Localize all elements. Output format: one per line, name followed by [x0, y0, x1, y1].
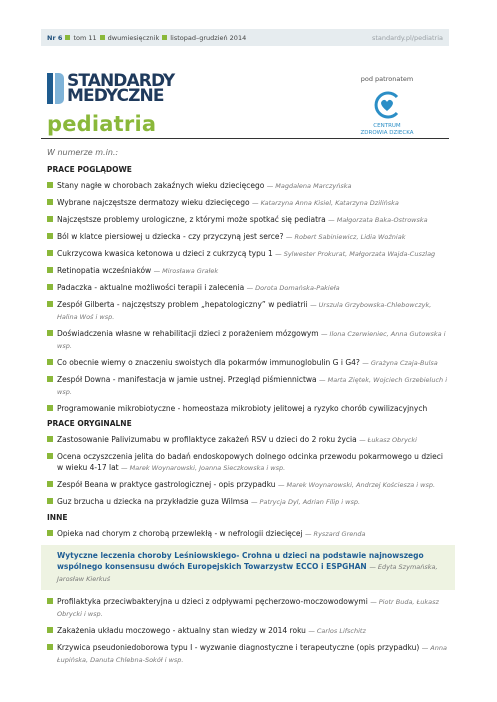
- article-authors: — Łukasz Obrycki: [359, 436, 417, 444]
- list-item[interactable]: [47, 180, 449, 192]
- article-authors: — Ilona Czerwieniec, Anna Gutowska i wsp.: [57, 330, 446, 350]
- journal-logo: [47, 70, 175, 106]
- article-title: Zespół Downa - manifestacja w jamie ustnej. Przegląd piśmiennictwa: [57, 375, 317, 384]
- square-bullet-icon: [47, 436, 53, 442]
- patron-org-line-1: CENTRUM: [373, 123, 401, 129]
- article-title: Zespół Beana w praktyce gastrologicznej - opis przypadku: [57, 480, 276, 489]
- article-authors: — Robert Sabiniewicz, Lidia Woźniak: [285, 233, 406, 241]
- logo-text: [67, 70, 175, 106]
- square-bullet-icon: [47, 498, 53, 504]
- article-title: Opieka nad chorym z chorobą przewlekłą - w nefrologii dziecięcej: [57, 529, 303, 538]
- square-bullet-icon: [47, 267, 53, 273]
- article-authors: — Marta Ziętek, Wojciech Grzebieluch i wsp.: [57, 376, 448, 396]
- featured-article[interactable]: [41, 545, 455, 590]
- square-bullet-icon: [65, 35, 70, 40]
- square-bullet-icon: [47, 530, 53, 536]
- issue-info-bar: [41, 29, 449, 46]
- square-bullet-icon: [47, 627, 53, 633]
- article-title: Retinopatia wcześniaków: [57, 266, 152, 275]
- square-bullet-icon: [47, 199, 53, 205]
- article-authors: — Ryszard Grenda: [304, 530, 366, 538]
- article-authors: — Carlos Lifschitz: [308, 627, 366, 635]
- issue-date: listopad–grudzień 2014: [170, 33, 247, 42]
- list-item[interactable]: [47, 197, 449, 209]
- article-title: Ból w klatce piersiowej u dziecka - czy przyczyną jest serce?: [57, 232, 284, 241]
- patronage-label: pod patronatem: [360, 75, 414, 83]
- article-authors: — Piotr Buda, Łukasz Obrycki i wsp.: [57, 598, 439, 618]
- list-item[interactable]: [47, 479, 449, 491]
- section-title-original: PRACE ORYGINALNE: [47, 419, 132, 428]
- article-title: Padaczka - aktualne możliwości terapii i zalecenia: [57, 283, 245, 292]
- article-authors: — Anna Łupińska, Danuta Chlebna-Sokół i wsp.: [57, 644, 447, 664]
- article-title: Co obecnie wiemy o znaczeniu swoistych dla pokarmów immunoglobulin G i G4?: [57, 358, 360, 367]
- article-authors: — Mirosława Grałek: [153, 267, 219, 275]
- table-of-contents: [47, 148, 449, 671]
- list-item[interactable]: [47, 528, 449, 540]
- heart-logo-icon: [371, 89, 403, 121]
- article-title: Cukrzycowa kwasica ketonowa u dzieci z cukrzycą typu 1: [57, 249, 273, 258]
- article-authors: — Małgorzata Baka-Ostrowska: [328, 216, 428, 224]
- list-item[interactable]: [47, 374, 449, 398]
- logo-mark-icon: [47, 73, 64, 104]
- list-item[interactable]: [47, 248, 449, 260]
- list-item[interactable]: [47, 282, 449, 294]
- article-title: Zastosowanie Palivizumabu w profilaktyce zakażeń RSV u dzieci do 2 roku życia: [57, 435, 357, 444]
- header-divider: [41, 138, 449, 139]
- square-bullet-icon: [47, 182, 53, 188]
- article-authors: — Sylwester Prokurat, Małgorzata Wajda-Cuszlag: [275, 250, 436, 258]
- list-item[interactable]: [47, 214, 449, 226]
- article-title: Zakażenia układu moczowego - aktualny stan wiedzy w 2014 roku: [57, 626, 306, 635]
- article-title: Wybrane najczęstsze dermatozy wieku dziecięcego: [57, 198, 250, 207]
- square-bullet-icon: [47, 405, 53, 411]
- article-authors: — Marek Woynarowski, Joanna Sieczkowska i wsp.: [121, 464, 286, 472]
- article-title: Zespół Gilberta - najczęstszy problem „hepatologiczny” w pediatrii: [57, 300, 308, 309]
- square-bullet-icon: [47, 376, 53, 382]
- list-item[interactable]: [47, 625, 449, 637]
- journal-name: pediatria: [47, 112, 157, 136]
- issue-number: Nr 6: [47, 33, 63, 42]
- article-title: Najczęstsze problemy urologiczne, z którymi może spotkać się pediatra: [57, 215, 326, 224]
- featured-article-authors: — Edyta Szymańska, Jarosław Kierkuś: [57, 563, 438, 583]
- square-bullet-icon: [47, 216, 53, 222]
- list-item[interactable]: [47, 434, 449, 446]
- toc-intro: W numerze m.in.:: [47, 148, 119, 157]
- square-bullet-icon: [47, 598, 53, 604]
- article-authors: — Grażyna Czaja-Bulsa: [362, 359, 438, 367]
- article-title: Stany nagłe w chorobach zakaźnych wieku dziecięcego: [57, 181, 265, 190]
- issue-volume: tom 11: [73, 33, 97, 42]
- featured-article-title: Wytyczne leczenia choroby Leśniowskiego- Crohna u dzieci na podstawie najnowszego wspólnego konsensusu dwóch Europejskich Towarzystw ECCO i ESPGHAN: [57, 551, 424, 571]
- list-item[interactable]: [47, 299, 449, 323]
- article-title: Profilaktyka przeciwbakteryjna u dzieci z odpływami pęcherzowo-moczowodowymi: [57, 597, 368, 606]
- article-title: Ocena oczyszczenia jelita do badań endoskopowych dolnego odcinka przewodu pokarmowego u dzieci w wieku 4-17 lat: [57, 452, 443, 472]
- issue-details: [47, 34, 246, 42]
- article-authors: — Dorota Domańska-Pakieła: [246, 284, 340, 292]
- patronage-block: [356, 75, 418, 137]
- square-bullet-icon: [47, 453, 53, 459]
- list-item[interactable]: [47, 328, 449, 352]
- article-authors: — Marek Woynarowski, Andrzej Kościesza i wsp.: [277, 481, 436, 489]
- article-authors: — Patrycja Dyl, Adrian Filip i wsp.: [250, 498, 361, 506]
- list-item[interactable]: [47, 496, 449, 508]
- article-authors: — Katarzyna Anna Kisiel, Katarzyna Dzilińska: [252, 199, 399, 207]
- article-authors: — Magdalena Marczyńska: [266, 182, 352, 190]
- logo-line-1: STANDARDY: [67, 70, 175, 91]
- section-title-other: INNE: [47, 513, 68, 522]
- list-item[interactable]: [47, 403, 449, 414]
- patron-org-line-2: ZDROWIA DZIECKA: [360, 130, 414, 136]
- issue-frequency: dwumiesięcznik: [107, 33, 160, 42]
- list-item[interactable]: [47, 231, 449, 243]
- article-authors: — Urszula Grzybowska-Chlebowczyk, Halina Woś i wsp.: [57, 301, 432, 321]
- article-title: Programowanie mikrobiotyczne - homeostaza mikrobioty jelitowej a ryzyko chorób cywilizacyjnych: [57, 404, 428, 413]
- article-title: Doświadczenia własne w rehabilitacji dzieci z porażeniem mózgowym: [57, 329, 319, 338]
- logo-line-2: MEDYCZNE: [67, 85, 164, 106]
- square-bullet-icon: [47, 359, 53, 365]
- article-title: Guz brzucha u dziecka na przykładzie guza Wilmsa: [57, 497, 249, 506]
- square-bullet-icon: [47, 250, 53, 256]
- list-item[interactable]: [47, 357, 449, 369]
- square-bullet-icon: [47, 644, 53, 650]
- square-bullet-icon: [47, 284, 53, 290]
- website-link[interactable]: standardy.pl/pediatria: [372, 33, 443, 42]
- list-item[interactable]: [47, 451, 449, 474]
- square-bullet-icon: [47, 330, 53, 336]
- square-bullet-icon: [47, 301, 53, 307]
- square-bullet-icon: [47, 233, 53, 239]
- square-bullet-icon: [162, 35, 167, 40]
- article-title: Krzywica pseudoniedoborowa typu I - wyzwanie diagnostyczne i terapeutyczne (opis przypadku): [57, 643, 420, 652]
- section-title-review: PRACE POGLĄDOWE: [47, 165, 132, 174]
- list-item[interactable]: [47, 265, 449, 277]
- square-bullet-icon: [47, 481, 53, 487]
- list-item[interactable]: [47, 642, 449, 666]
- square-bullet-icon: [100, 35, 105, 40]
- list-item[interactable]: [47, 596, 449, 620]
